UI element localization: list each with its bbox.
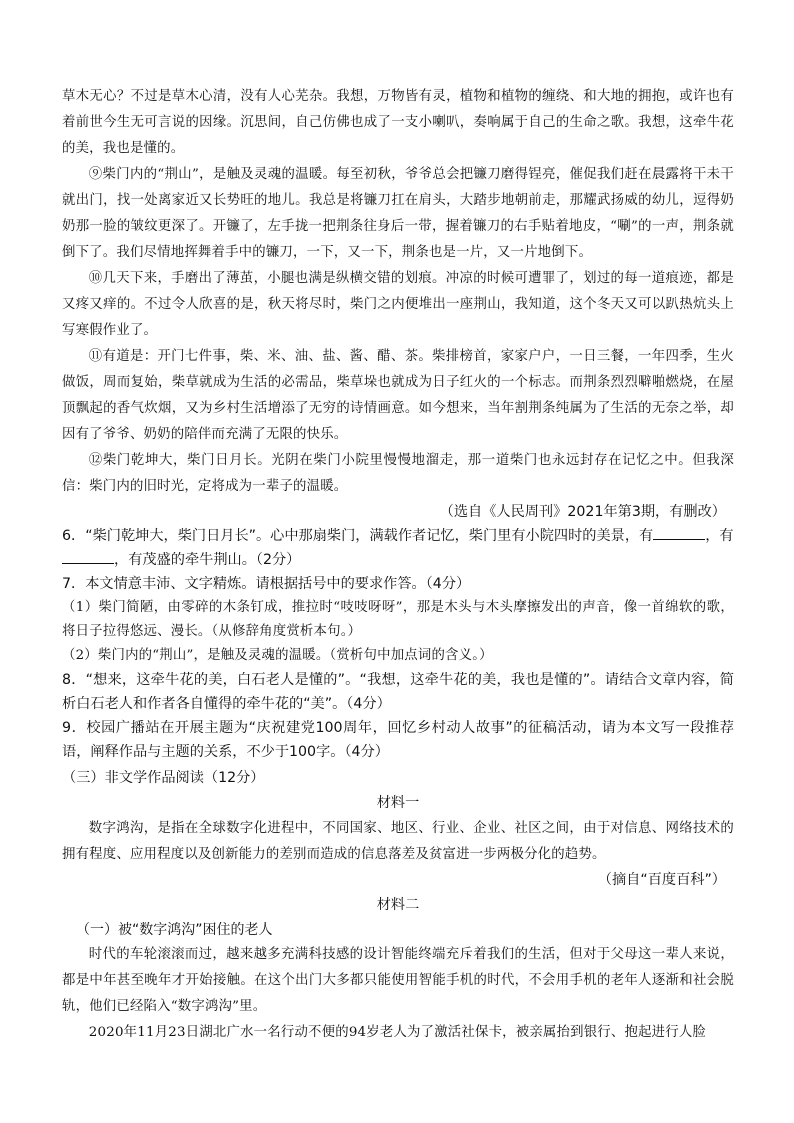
answer-blank-1[interactable] — [653, 525, 705, 540]
question-7-part-1: （1）柴门简陋，由零碎的木条钉成，推拉时“吱吱呀呀”，那是木头与木头摩擦发出的声音，像一首绵软的歌，将日子拉得悠远、漫长。（从修辞角度赏析本句。） — [62, 600, 734, 639]
question-6-stem: 6．“柴门乾坤大，柴门日月长”。心中那扇柴门，满载作者记忆，柴门里有小院四时的美景，有 — [62, 528, 654, 544]
question-list — [62, 524, 734, 764]
question-7-part-2: （2）柴门内的“荆山”，是触及灵魂的温暖。（赏析句中加点词的含义。） — [62, 648, 493, 663]
material-2-title: 材料二 — [376, 897, 420, 913]
passage-source: （选自《人民周刊》2021年第3期，有删改） — [439, 504, 726, 520]
passage-paragraph-continued: 草木无心？不过是草木心清，没有人心芜杂。我想，万物皆有灵，植物和植物的缠绕、和大地的拥抱，或许也有着前世今生无可言说的因缘。沉思间，自己仿佛也成了一支小喇叭，奏响属于自己的生命之歌。我想，这牵牛花的美，我也是懂的。 — [62, 89, 734, 156]
question-9: 9．校园广播站在开展主题为“庆祝建党100周年，回忆乡村动人故事”的征稿活动，请为本文写一段推荐语，阐释作品与主题的关系，不少于100字。（4分） — [62, 720, 734, 760]
reading-passage — [62, 84, 734, 500]
passage-paragraph-10: ⑩几天下来，手磨出了薄茧，小腿也满是纵横交错的划痕。冲凉的时候可遭罪了，划过的每一道痕迹，都是又疼又痒的。不过令人欣喜的是，秋天将尽时，柴门之内便堆出一座荆山，我知道，这个冬天又可以趴热炕头上写寒假作业了。 — [62, 271, 734, 338]
material-2-paragraph-1: 时代的车轮滚滚而过，越来越多充满科技感的设计智能终端充斥着我们的生活，但对于父母这一辈人来说，都是中年甚至晚年才开始接触。在这个出门大多都只能使用智能手机的时代，不会用手机的老年人逐渐和社会脱轨，他们已经陷入“数字鸿沟”里。 — [62, 947, 734, 1014]
question-6-end: ，有茂盛的牵牛荆山。（2分） — [114, 552, 301, 568]
passage-paragraph-11: ⑪有道是：开门七件事，柴、米、油、盐、酱、醋、茶。柴排榜首，家家户户，一日三餐，一年四季，生火做饭，周而复始，柴草就成为生活的必需品，柴草垛也就成为日子红火的一个标志。而荆条烈烈噼啪燃烧，在屋顶飘起的香气炊烟，又为乡村生活增添了无穷的诗情画意。如今想来，当年割荆条纯属为了生活的无奈之举，却因有了爷爷、奶奶的陪伴而充满了无限的快乐。 — [62, 349, 734, 442]
section-heading: （三）非文学作品阅读（12分） — [62, 770, 265, 786]
passage-paragraph-9: ⑨柴门内的“荆山”，是触及灵魂的温暖。每至初秋，爷爷总会把镰刀磨得锃亮，催促我们赶在晨露将干未干就出门，找一处离家近又长势旺的地儿。我总是将镰刀扛在肩头，大踏步地朝前走，那耀武扬威的幼儿，逗得奶奶那一脸的皱纹更深了。开镰了，左手拢一把荆条往身后一带，握着镰刀的右手贴着地皮，“唰”的一声，荆条就倒下了。我们尽情地挥舞着手中的镰刀，一下，又一下，荆条也是一片，又一片地倒下。 — [62, 167, 734, 260]
exam-page — [62, 84, 734, 1046]
material-1-source: （摘自“百度百科”） — [597, 872, 726, 888]
question-8: 8．“想来，这牵牛花的美，白石老人是懂的”。“我想，这牵牛花的美，我也是懂的”。请结合文章内容，简析白石老人和作者各自懂得的牵牛花的“美”。（4分） — [62, 672, 734, 712]
question-6 — [62, 524, 734, 572]
material-1-title: 材料一 — [376, 795, 420, 811]
material-2-paragraph-2: 2020年11月23日湖北广水一名行动不便的94岁老人为了激活社保卡，被亲属抬到银行、抱起进行人脸 — [88, 1025, 707, 1040]
question-6-mid: ，有 — [705, 528, 734, 544]
material-1-text: 数字鸿沟，是指在全球数字化进程中，不同国家、地区、行业、企业、社区之间，由于对信息、网络技术的拥有程度、应用程度以及创新能力的差别而造成的信息落差及贫富进一步两极分化的趋势。 — [62, 821, 734, 862]
question-7: 7．本文情意丰沛、文字精炼。请根据括号中的要求作答。（4分） — [62, 576, 471, 592]
material-2-subheading: （一）被“数字鸿沟”困住的老人 — [76, 922, 273, 938]
answer-blank-2[interactable] — [62, 549, 114, 564]
passage-paragraph-12: ⑫柴门乾坤大，柴门日月长。光阴在柴门小院里慢慢地溜走，那一道柴门也永远封存在记忆之中。但我深信：柴门内的旧时光，定将成为一辈子的温暖。 — [62, 453, 734, 494]
